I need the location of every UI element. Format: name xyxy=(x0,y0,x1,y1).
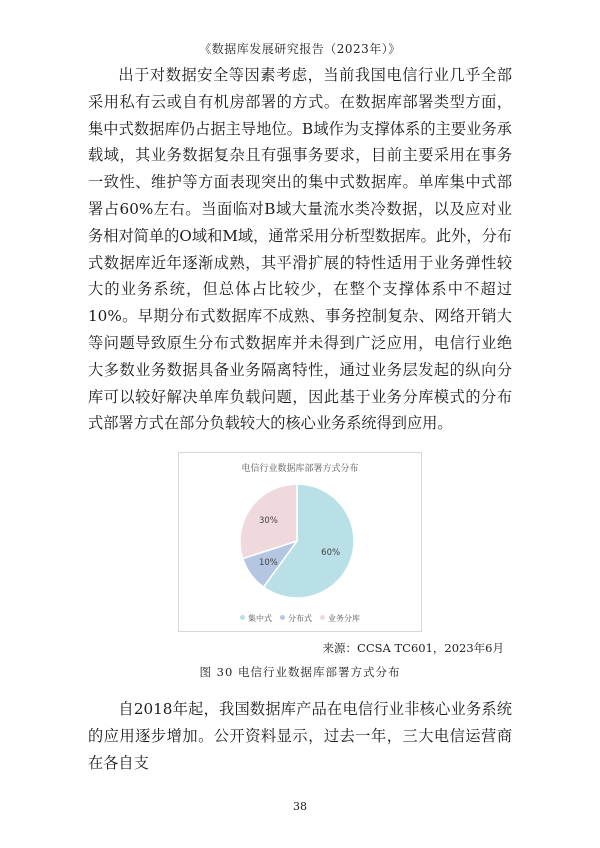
legend-swatch xyxy=(280,615,285,620)
legend-swatch xyxy=(320,615,325,620)
slice-label-0: 60% xyxy=(321,547,341,558)
slice-label-1: 10% xyxy=(258,557,278,568)
figure-source: 来源：CCSA TC601，2023年6月 xyxy=(322,641,504,655)
legend-item-0 xyxy=(240,613,272,624)
legend-label: 集中式 xyxy=(248,614,272,623)
legend-label: 业务分库 xyxy=(328,614,360,623)
legend-item-2 xyxy=(320,613,360,624)
figure-caption: 图 30 电信行业数据库部署方式分布 xyxy=(199,665,401,679)
chart-title: 电信行业数据库部署方式分布 xyxy=(241,464,359,474)
legend-swatch xyxy=(240,615,245,620)
paragraph-text: 出于对数据安全等因素考虑，当前我国电信行业几乎全部采用私有云或自有机房部署的方式。在数据库部署类型方面，集中式数据库仍占据主导地位。B域作为支撑体系的主要业务承载域，其业务数据复杂且有强事务要求，目前主要采用在事务一致性、维护等方面表现突出的集中式数据库。单库集中式部署占60%左右。当面临对B域大量流水类冷数据，以及应对业务相对简单的O域和M域，通常采用分析型数据库。此外，分布式数据库近年逐渐成熟，其平滑扩展的特性适用于业务弹性较大的业务系统，但总体占比较少，在整个支撑体系中不超过10%。早期分布式数据库不成熟、事务控制复杂、网络开销大等问题导致原生分布式数据库并未得到广泛应用，电信行业绝大多数业务数据具备业务隔离特性，通过业务层发起的纵向分库可以较好解决单库负载问题，因此基于业务分库模式的分布式部署方式在部分负载较大的核心业务系统得到应用。 xyxy=(88,66,512,433)
body-paragraph-1 xyxy=(88,62,512,437)
legend-item-1 xyxy=(280,613,312,624)
legend-label: 分布式 xyxy=(288,614,312,623)
body-paragraph-2 xyxy=(88,696,512,776)
pie-chart xyxy=(178,452,422,632)
chart-legend xyxy=(179,613,421,624)
paragraph-text: 自2018年起，我国数据库产品在电信行业非核心业务系统的应用逐步增加。公开资料显示，过去一年，三大电信运营商在各自支 xyxy=(88,700,512,772)
slice-label-2: 30% xyxy=(258,516,278,527)
chart-svg xyxy=(179,453,421,631)
page-number: 38 xyxy=(293,800,307,813)
running-header: 《数据库发展研究报告（2023年）》 xyxy=(199,42,401,56)
